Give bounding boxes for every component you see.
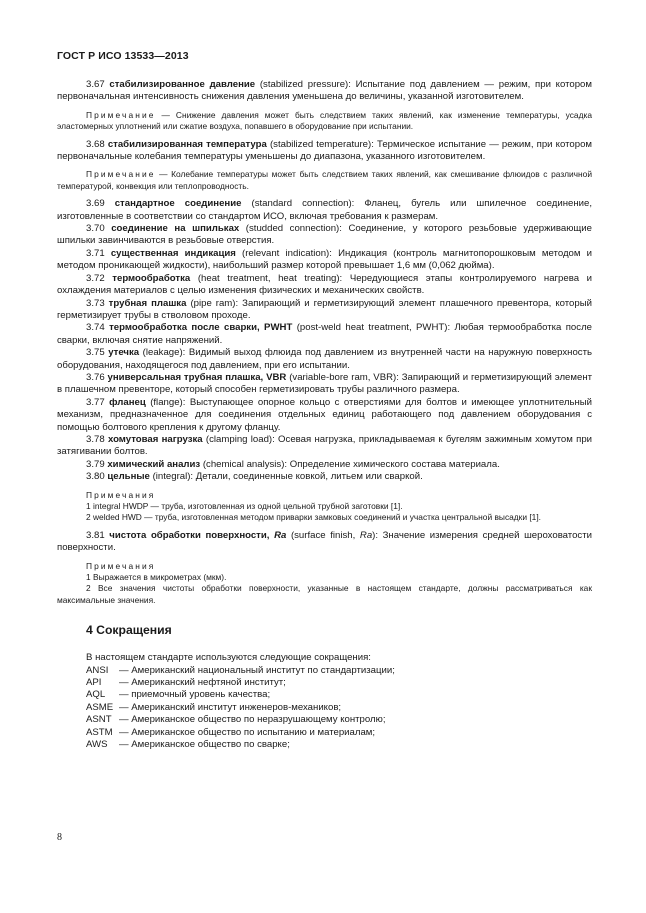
- term: утечка: [108, 347, 140, 359]
- term: универсальная трубная плашка, VBR: [107, 371, 287, 383]
- term: трубная плашка: [108, 297, 187, 309]
- page-number: 8: [57, 832, 62, 843]
- definition-3-71: 3.71 существенная индикация (relevant indication): Индикация (контроль магнитопорошковым методом и методом проникающей жидкости), наибольший размер которой превышает 1,6 мм (0,062 дюйма).: [57, 247, 593, 272]
- definition-3-72: 3.72 термообработка (heat treatment, heat treating): Чередующиеся этапы контролируемого нагрева и охлаждения материалов с целью изменения физических и механических свойств.: [57, 272, 592, 297]
- note-item: 2 Все значения чистоты обработки поверхности, указанные в настоящем стандарте, должны рассматриваться как максимальные значения.: [57, 583, 592, 605]
- definition-3-69: 3.69 стандартное соединение (standard connection): Фланец, бугель или шпилечное соединение, изготовленные в соответствии со стандартом ИСО, включая требования к размерам.: [57, 198, 592, 222]
- document-header: ГОСТ Р ИСО 13533—2013: [57, 50, 189, 62]
- notes-heading: Примечания: [86, 489, 156, 500]
- note-item: 2 welded HWD — труба, изготовленная методом приварки замковых соединений и участка центральной высадки [1].: [86, 512, 541, 523]
- section-heading: 4 Сокращения: [86, 623, 172, 638]
- notes-heading: Примечания: [86, 560, 156, 571]
- definition-3-78: 3.78 хомутовая нагрузка (clamping load): Осевая нагрузка, прикладываемая к бугелям зажимным хомутом при затягивании болтов.: [57, 433, 593, 458]
- abbreviation-row: ASME — Американский институт инженеров-механиков;: [86, 701, 342, 713]
- definition-3-68: 3.68 стабилизированная температура (stabilized temperature): Термическое испытание — режим, при котором первоначальные колебания температуры уменьшены до диапазона, указанного изготовителем.: [57, 138, 592, 163]
- term: хомутовая нагрузка: [107, 433, 203, 445]
- definition-3-74: 3.74 термообработка после сварки, PWHT (post-weld heat treatment, PWHT): Любая термообработка после сварки, включая снятие напряжений.: [57, 322, 592, 346]
- abbreviations-intro: В настоящем стандарте используются следующие сокращения:: [86, 652, 371, 664]
- document-body: [57, 79, 592, 752]
- note-3-67: Примечание — Снижение давления может быть следствием таких явлений, как изменение температуры, усадка эластомерных уплотнений или сжатие воздуха, попавшего в оборудование при испытании.: [57, 109, 592, 132]
- term: фланец: [109, 396, 146, 408]
- abbreviation-row: API — Американский нефтяной институт;: [86, 677, 286, 689]
- definition-3-77: 3.77 фланец (flange): Выступающее опорное кольцо с отверстиями для болтов и имеющее уплотнительный механизм, предназначенное для соединения отдельных единиц работающего под давлением оборудования с помощью болтового крепления к другому фланцу.: [57, 396, 592, 433]
- definition-3-76: 3.76 универсальная трубная плашка, VBR (variable-bore ram, VBR): Запирающий и герметизирующий элемент в плашечном превенторе, который способен герметизировать трубы различного размера.: [57, 371, 593, 396]
- note-item: 1 integral HWDP — труба, изготовленная из одной цельной трубной заготовки [1].: [86, 501, 403, 511]
- term: термообработка после сварки, PWHT: [109, 322, 293, 334]
- abbreviation-row: AWS — Американское общество по сварке;: [86, 739, 290, 751]
- abbreviation-row: AQL — приемочный уровень качества;: [86, 689, 271, 701]
- term: чистота обработки поверхности, Ra: [109, 529, 287, 541]
- definition-3-75: 3.75 утечка (leakage): Видимый выход флюида под давлением из внутренней части на наружную поверхность оборудования, находящегося под давлением, при его испытании.: [57, 347, 592, 371]
- note-3-68: Примечание — Колебание температуры может быть следствием таких явлений, как смешивание флюидов с различной температурой, конвекция или теплопроводность.: [57, 169, 592, 191]
- term: стабилизированное давление: [109, 79, 256, 90]
- definition-3-80: 3.80 цельные (integral): Детали, соединенные ковкой, литьем или сваркой.: [86, 471, 423, 483]
- definition-3-73: 3.73 трубная плашка (pipe ram): Запирающий и герметизирующий элемент плашечного превентора, который герметизирует трубы в стволовом проходе.: [57, 297, 592, 321]
- abbreviation-row: ANSI — Американский национальный институт по стандартизации;: [86, 664, 395, 676]
- abbreviation-row: ASNT — Американское общество по неразрушающему контролю;: [86, 714, 386, 726]
- term: химический анализ: [107, 458, 201, 470]
- definition-3-81: 3.81 чистота обработки поверхности, Ra (surface finish, Ra): Значение измерения средней шероховатости поверхности.: [57, 529, 592, 554]
- term: термообработка: [112, 272, 191, 284]
- term: соединение на шпильках: [111, 223, 240, 235]
- term: цельные: [107, 471, 150, 483]
- note-item: 1 Выражается в микрометрах (мкм).: [86, 572, 227, 583]
- definition-3-79: 3.79 химический анализ (chemical analysis): Определение химического состава материала.: [86, 458, 500, 470]
- abbreviation-row: ASTM — Американское общество по испытанию и материалам;: [86, 726, 376, 738]
- abbreviation-list: [57, 665, 592, 752]
- term: стабилизированная температура: [107, 138, 267, 150]
- definition-3-67: 3.67 стабилизированное давление (stabilized pressure): Испытание под давлением — режим, при котором первоначальная интенсивность снижения давления уменьшена до величины, указанной изготовителем.: [57, 79, 592, 103]
- definition-3-70: 3.70 соединение на шпильках (studded connection): Соединение, у которого резьбовые удерживающие шпильки завинчиваются в резьбовые отверстия.: [57, 223, 593, 247]
- term: стандартное соединение: [114, 198, 242, 210]
- term: существенная индикация: [110, 247, 236, 259]
